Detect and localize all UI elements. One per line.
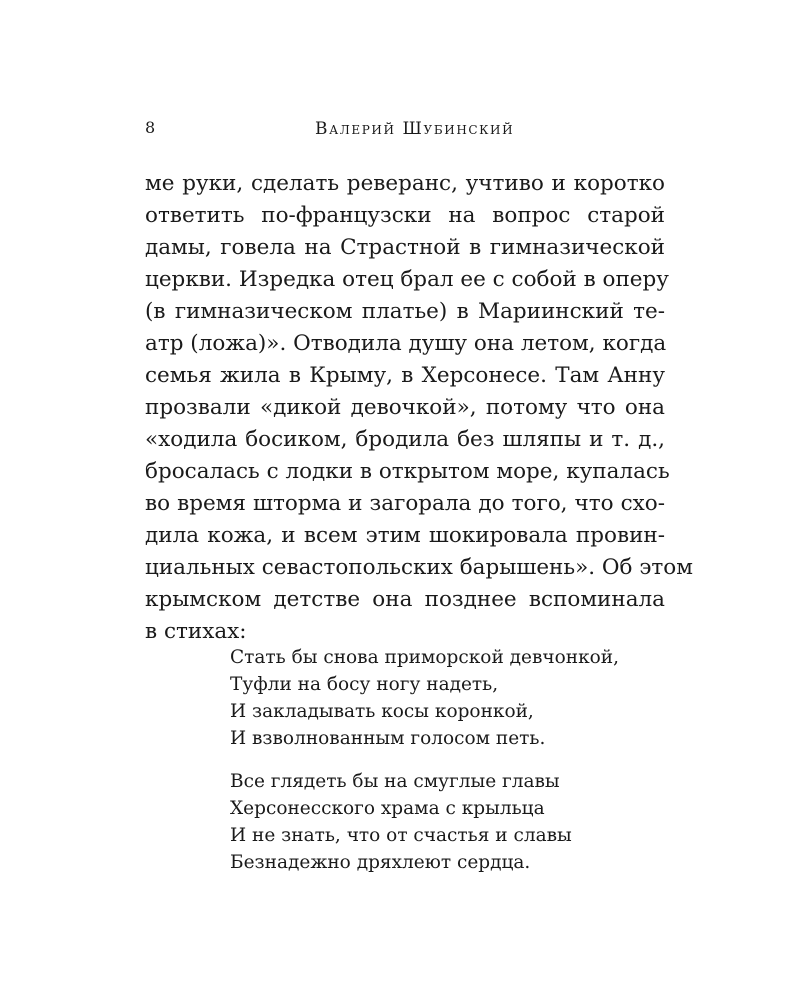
poem-line: Херсонесского храма с крыльца: [230, 798, 545, 819]
running-head-title: Валерий Шубинский: [315, 119, 515, 139]
text-line: семья жила в Крыму, в Херсонесе. Там Анну: [145, 363, 665, 388]
text-line: церкви. Изредка отец брал ее с собой в оперу: [145, 267, 669, 292]
poem-line: И не знать, что от счастья и славы: [230, 825, 572, 846]
text-line: «ходила босиком, бродила без шляпы и т. д.,: [145, 427, 665, 452]
text-line: дамы, говела на Страстной в гимназической: [145, 235, 665, 260]
text-line: прозвали «дикой девочкой», потому что она: [145, 395, 665, 420]
text-line: (в гимназическом платье) в Мариинский те-: [145, 299, 665, 324]
poem-line: И закладывать косы коронкой,: [230, 701, 534, 722]
text-line: циальных севастопольских барышень». Об этом: [145, 555, 693, 580]
poem-line: Стать бы снова приморской девчонкой,: [230, 647, 620, 668]
poem-line: И взволнованным голосом петь.: [230, 728, 546, 749]
text-line: ме руки, сделать реверанс, учтиво и коротко: [145, 171, 665, 196]
text-line: в стихах:: [145, 619, 247, 644]
page-number: 8: [145, 118, 156, 137]
running-head: [145, 118, 665, 142]
text-line: атр (ложа)». Отводила душу она летом, когда: [145, 331, 667, 356]
text-line: ответить по-французски на вопрос старой: [145, 203, 665, 228]
poem-stanza: [230, 644, 670, 752]
poem-quote: [230, 644, 670, 892]
body-paragraph: [145, 168, 693, 648]
poem-line: Туфли на босу ногу надеть,: [230, 674, 499, 695]
text-line: крымском детстве она позднее вспоминала: [145, 587, 665, 612]
text-line: дила кожа, и всем этим шокировала провин-: [145, 523, 665, 548]
text-line: бросалась с лодки в открытом море, купалась: [145, 459, 670, 484]
poem-line: Все глядеть бы на смуглые главы: [230, 771, 560, 792]
poem-line: Безнадежно дряхлеют сердца.: [230, 852, 531, 873]
poem-stanza: [230, 768, 670, 876]
text-line: во время шторма и загорала до того, что схо-: [145, 491, 665, 516]
